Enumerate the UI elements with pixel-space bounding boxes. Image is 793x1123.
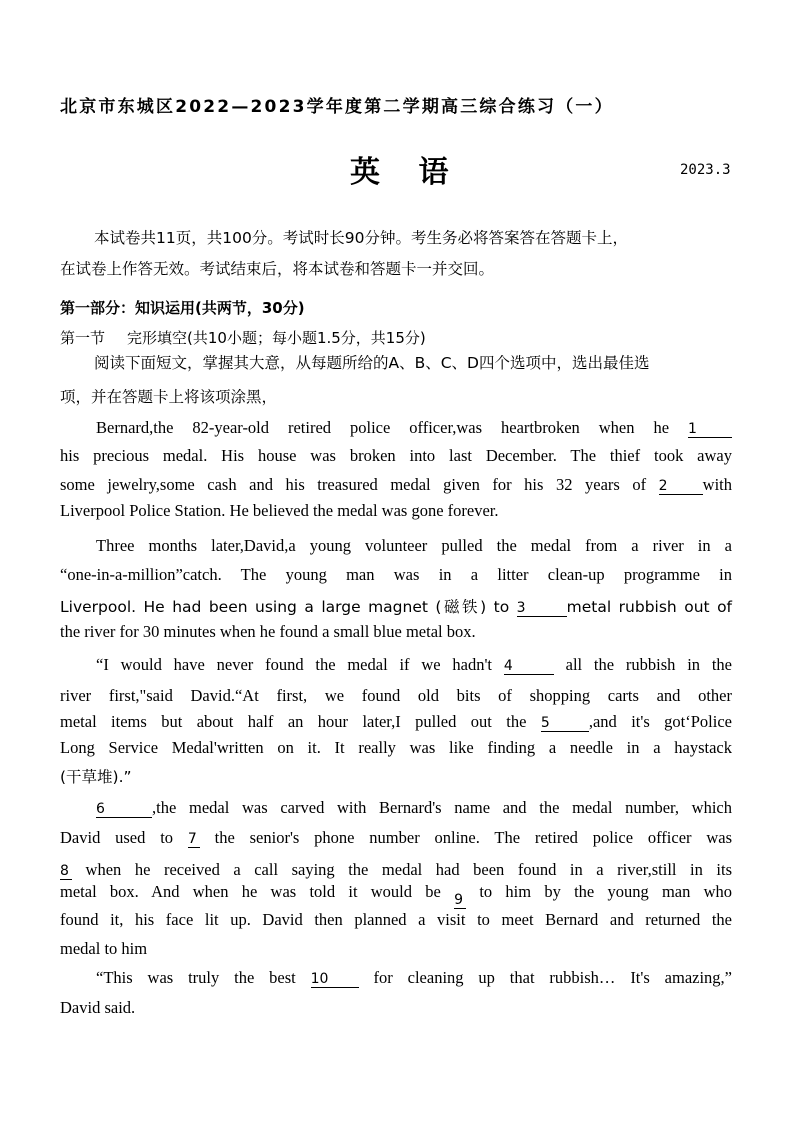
passage-line: Bernard,the 82-year-old retired police officer,was heartbroken when he 1	[96, 418, 732, 438]
directions-line-1: 阅读下面短文，掌握其大意，从每题所给的A、B、C、D四个选项中，选出最佳选	[94, 354, 650, 372]
subject-title: 英 语	[350, 155, 463, 190]
passage-line: David said.	[60, 998, 136, 1017]
passage-line: metal items but about half an hour later,I pulled out the 5 ,and it's got‘Police	[60, 712, 732, 731]
instructions-line-1: 本试卷共11页，共100分。考试时长90分钟。考生务必将答案答在答题卡上，	[94, 229, 629, 247]
section-1-heading	[60, 327, 426, 348]
passage-line: the river for 30 minutes when he found a small blue metal box.	[60, 622, 476, 641]
passage-line: Liverpool Police Station. He believed the medal was gone forever.	[60, 501, 499, 520]
blank-4: 4	[504, 659, 554, 675]
exam-date: 2023.3	[680, 162, 731, 178]
passage-line: medal to him	[60, 939, 148, 958]
passage-line: Long Service Medal'written on it. It really was like finding a needle in a haystack	[60, 738, 732, 757]
directions-line-2: 项，并在答题卡上将该项涂黑，	[60, 388, 278, 406]
passage-line: (干草堆).”	[60, 768, 132, 786]
blank-9: 9	[454, 893, 466, 909]
passage-line: “This was truly the best 10 for cleaning up that rubbish… It's amazing,”	[96, 968, 733, 987]
passage-line: David used to 7 the senior's phone number online. The retired police officer was	[60, 828, 732, 847]
part-1-heading: 第一部分：知识运用(共两节，30分)	[60, 299, 305, 317]
blank-7: 7	[188, 832, 200, 848]
blank-10: 10	[311, 972, 359, 988]
exam-title: 北京市东城区2022—2023学年度第二学期高三综合练习（一）	[60, 97, 614, 117]
section-title: 完形填空(共10小题；每小题1.5分，共15分)	[127, 329, 426, 347]
section-label: 第一节	[60, 329, 106, 347]
passage-line: “I would have never found the medal if we hadn't 4 all the rubbish in the	[96, 655, 732, 674]
blank-8: 8	[60, 864, 72, 880]
blank-5: 5	[541, 716, 589, 732]
blank-1: 1	[688, 422, 732, 438]
passage-line: Three months later,David,a young volunteer pulled the medal from a river in a	[96, 536, 732, 555]
passage-line: found it, his face lit up. David then planned a visit to meet Bernard and returned the	[60, 910, 732, 929]
blank-6: 6	[96, 802, 152, 818]
passage-line: some jewelry,some cash and his treasured medal given for his 32 years of 2 with	[60, 475, 732, 494]
blank-2: 2	[659, 479, 703, 495]
passage-line: Liverpool. He had been using a large magnet (磁铁) to 3 metal rubbish out of	[60, 598, 733, 616]
passage-line: river first,"said David.“At first, we found old bits of shopping carts and other	[60, 686, 732, 705]
passage-line: metal box. And when he was told it would be 9 to him by the young man who	[60, 882, 733, 908]
instructions-line-2: 在试卷上作答无效。考试结束后，将本试卷和答题卡一并交回。	[60, 260, 495, 278]
passage-line: 8 when he received a call saying the medal had been found in a river,still in its	[60, 860, 732, 879]
passage-line: 6 ,the medal was carved with Bernard's name and the medal number, which	[96, 798, 732, 817]
blank-3: 3	[517, 601, 567, 617]
passage-line: his precious medal. His house was broken into last December. The thief took away	[60, 446, 732, 465]
passage-line: “one-in-a-million”catch. The young man was in a litter clean-up programme in	[60, 565, 732, 584]
